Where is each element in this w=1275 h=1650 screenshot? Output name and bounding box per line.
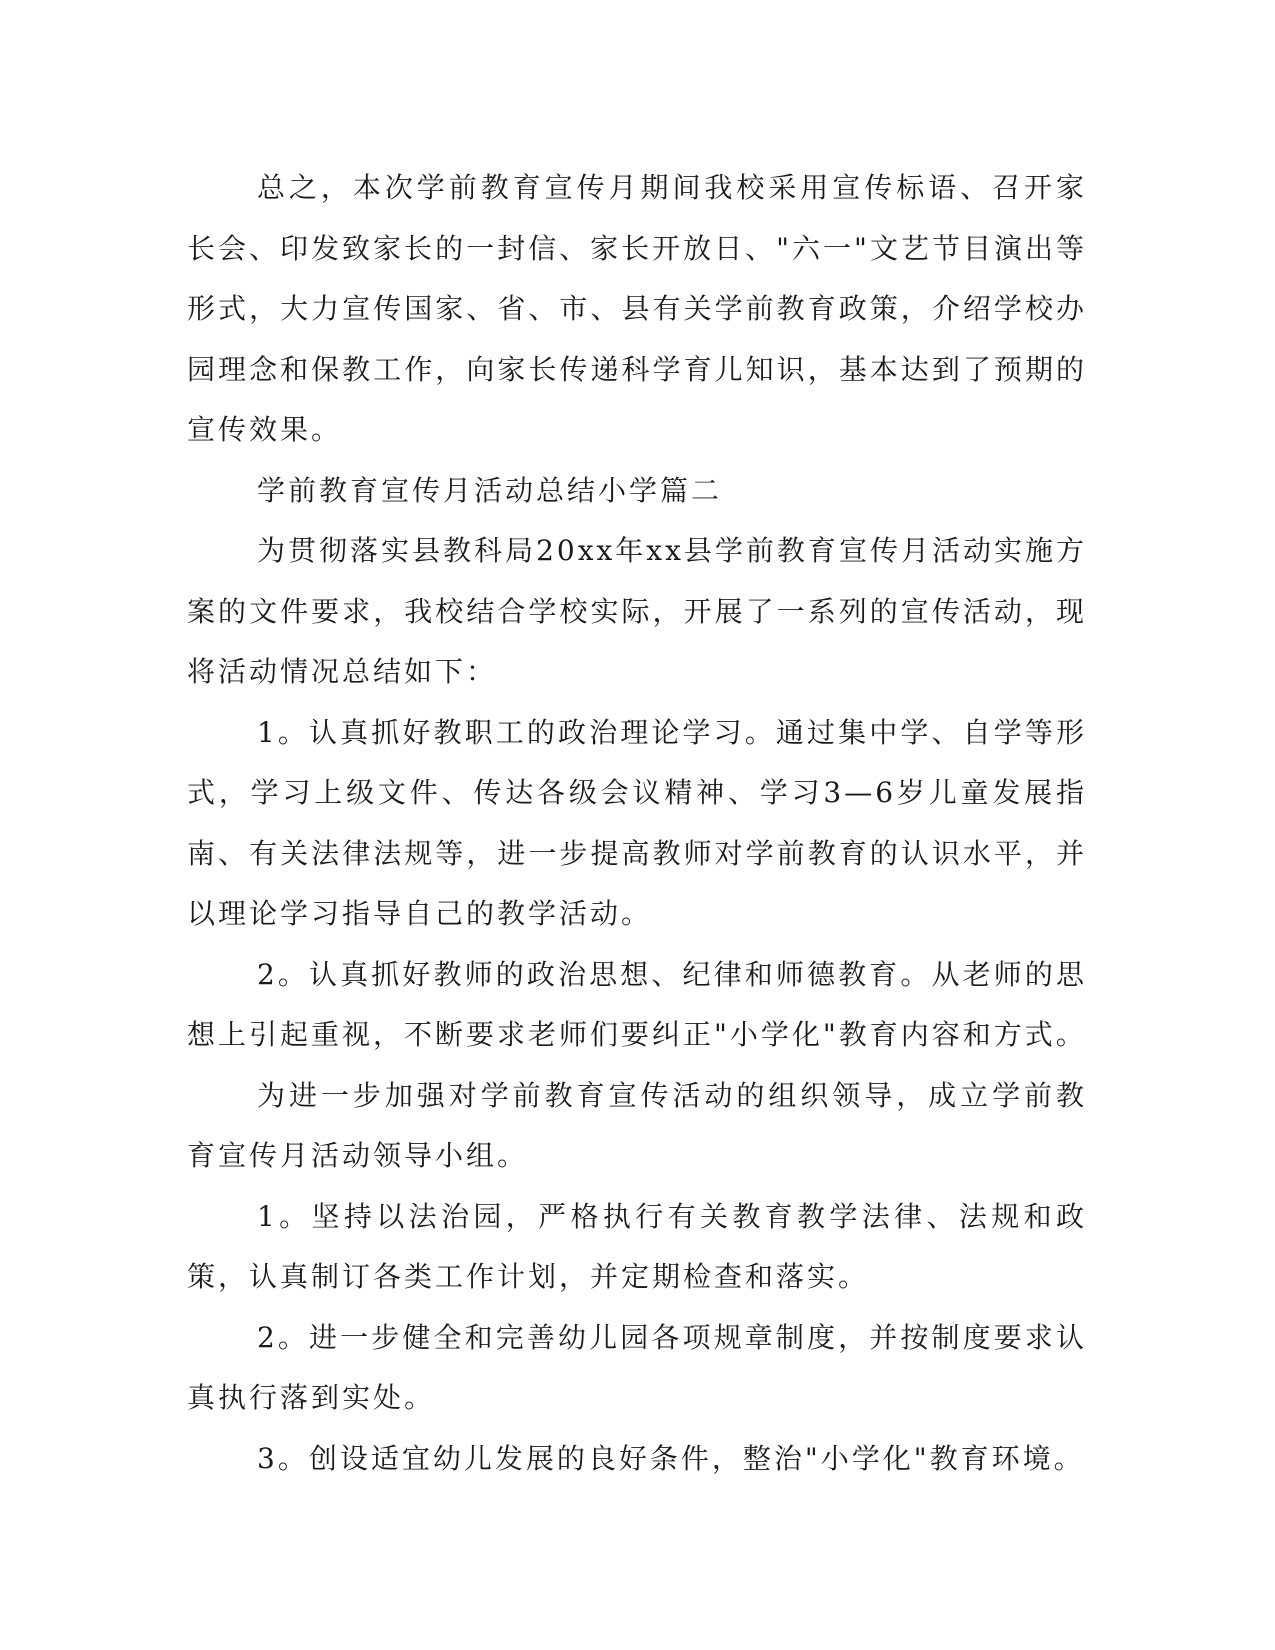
paragraph-item-1: 1。认真抓好教职工的政治理论学习。通过集中学、自学等形式，学习上级文件、传达各级会议精神、学习3—6岁儿童发展指南、有关法律法规等，进一步提高教师对学前教育的认识水平，并以理论学习指导自己的教学活动。 — [187, 715, 1087, 930]
paragraph-leadership: 为进一步加强对学前教育宣传活动的组织领导，成立学前教育宣传月活动领导小组。 — [187, 1078, 1087, 1172]
paragraph-rule-3: 3。创设适宜幼儿发展的良好条件，整治"小学化"教育环境。 — [257, 1441, 1085, 1475]
paragraph-rule-1: 1。坚持以法治园，严格执行有关教育教学法律、法规和政策，认真制订各类工作计划，并定期检查和落实。 — [187, 1199, 1087, 1293]
paragraph-intro: 为贯彻落实县教科局20xx年xx县学前教育宣传月活动实施方案的文件要求，我校结合学校实际，开展了一系列的宣传活动，现将活动情况总结如下： — [187, 534, 1087, 688]
paragraph-rule-2: 2。进一步健全和完善幼儿园各项规章制度，并按制度要求认真执行落到实处。 — [187, 1320, 1087, 1414]
paragraph-summary: 总之，本次学前教育宣传月期间我校采用宣传标语、召开家长会、印发致家长的一封信、家长开放日、"六一"文艺节目演出等形式，大力宣传国家、省、市、县有关学前教育政策，介绍学校办园理念和保教工作，向家长传递科学育儿知识，基本达到了预期的宣传效果。 — [187, 171, 1087, 446]
document-body — [187, 158, 1087, 1489]
paragraph-item-2: 2。认真抓好教师的政治思想、纪律和师德教育。从老师的思想上引起重视，不断要求老师们要纠正"小学化"教育内容和方式。 — [187, 957, 1087, 1051]
section-heading: 学前教育宣传月活动总结小学篇二 — [257, 473, 723, 507]
